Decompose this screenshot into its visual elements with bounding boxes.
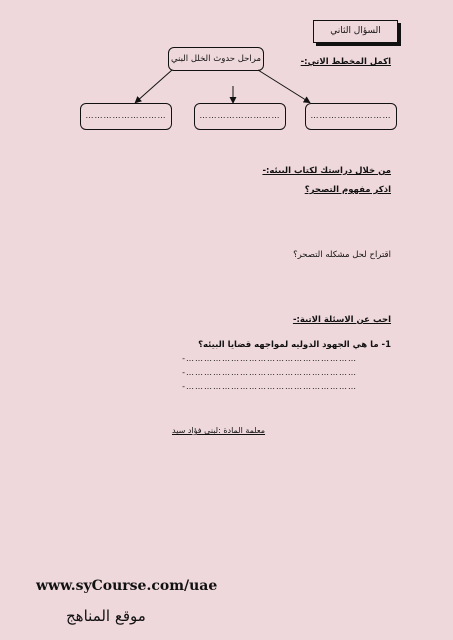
section1-heading: من خلال دراستك لكتاب البيئه:- — [262, 166, 391, 176]
question-desertification-concept: اذكر مفهوم التصحر؟ — [304, 185, 391, 195]
question-title: السؤال الثاني — [330, 26, 381, 36]
footer-url[interactable]: www.syCourse.com/uae — [36, 578, 218, 594]
diagram-box-left-dots: ……………………… — [85, 111, 167, 120]
diagram-box-right — [305, 103, 397, 130]
teacher-name: معلمة المادة :لبنى فؤاد سيد — [172, 426, 266, 435]
answer-line-2: -………………………………………………… — [182, 368, 357, 377]
answer-line-3: -………………………………………………… — [182, 382, 357, 391]
footer-site-name: موقع المناهج — [66, 607, 146, 625]
diagram-arrows — [0, 0, 453, 160]
diagram-box-middle-dots: ……………………… — [199, 111, 281, 120]
diagram-box-left — [80, 103, 172, 130]
diagram-box-middle — [194, 103, 286, 130]
arrow-right — [258, 70, 309, 102]
question-desertification-solution: اقتراح لحل مشكله التصحر؟ — [293, 250, 391, 260]
answer-line-1: -………………………………………………… — [182, 354, 357, 363]
question-international-efforts: 1- ما هي الجهود الدوليه لمواجهه قضايا البيئه؟ — [198, 340, 391, 350]
arrow-left — [136, 70, 172, 102]
section2-heading: اجب عن الاسئلة الاتية:- — [292, 315, 391, 325]
diagram-box-right-dots: ……………………… — [310, 111, 392, 120]
diagram-main-label: مراحل حدوث الخلل البني — [170, 54, 262, 64]
diagram-instruction: اكمل المخطط الاتي:- — [300, 57, 391, 67]
